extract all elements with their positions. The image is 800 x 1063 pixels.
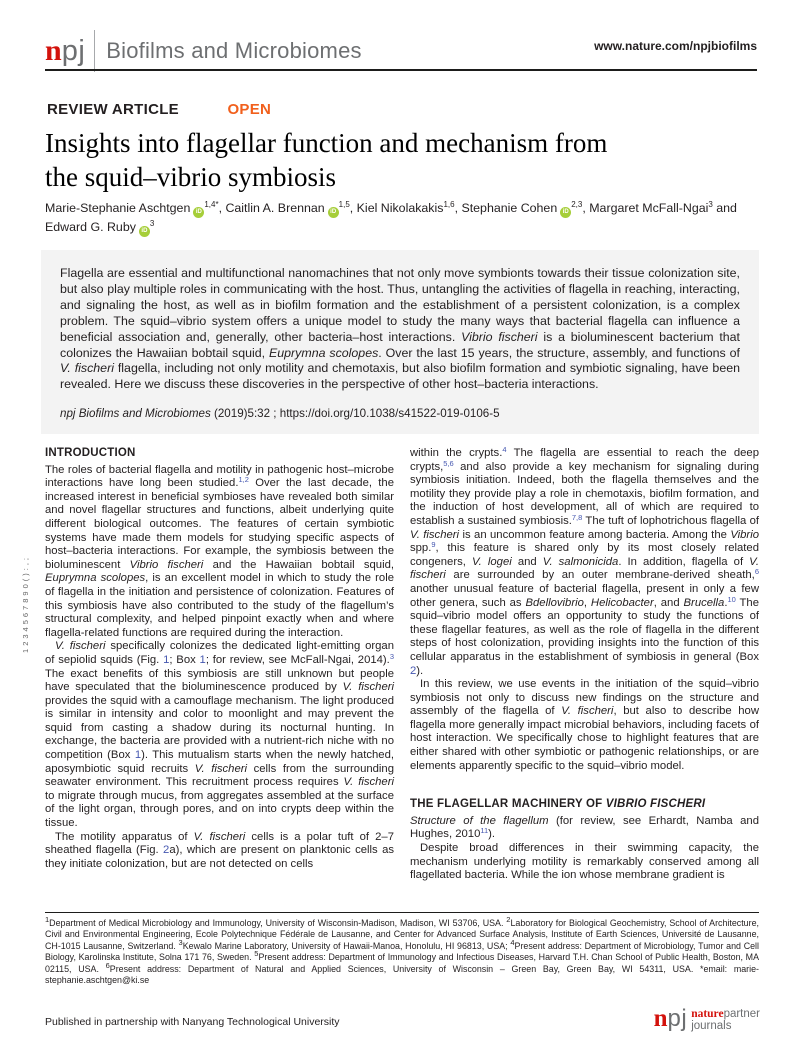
page-title <box>45 126 755 194</box>
journal-header <box>45 30 757 72</box>
body-paragraph: within the crypts.$^4$ The flagella are essential to reach the deep crypts,$^{5,6}$ and also provide a key mechanism for signaling during symbiosis initiation. Indeed, both the flagella themselves and the motility they provide play a role in chemotaxis, biofilm formation, and the induction of host development, all of which are required to establish a sustained symbiosis.$^{7,8}$ The tuft of lophotrichous flagella of V. fischeri is an uncommon feature among bacteria. Among the Vibrio spp.$^9$, this feature is shared only by its most closely related congeners, V. logei and V. salmonicida. In addition, flagella of V. fischeri are surrounded by an outer membrane-derived sheath,$^6$ another unusual feature of bacterial flagella, present in only a few other genera, such as Bdellovibrio, Helicobacter, and Brucella.$^{10}$ The squid–vibrio model offers an opportunity to study the functions of these flagellar features, as well as the role of flagella in the different steps of host colonization, providing insights into the function of this cellular apparatus in the establishment of symbiosis in general (Box 2). <box>410 445 759 677</box>
npj-logo-n: n <box>45 34 62 67</box>
author-name: Edward G. Ruby <box>45 220 136 234</box>
abstract-text: Flagella are essential and multifunctional nanomachines that not only move symbionts towards their tissue colonization site, but also play multiple roles in communicating with the host. Thus, untangling the activities of flagella in reaching, interacting, and signaling the host, as well as in biofilm formation and the establishment of a persistent colonization, is a complex problem. The squid–vibrio system offers a unique model to study the many ways that bacterial flagella can influence a beneficial association and, generally, other bacteria–host interactions. Vibrio fischeri is a bioluminescent bacterium that colonizes the Hawaiian bobtail squid, Euprymna scolopes. Over the last 15 years, the structure, assembly, and functions of V. fischeri flagella, including not only motility and chemotaxis, but also biofilm formation and symbiotic signaling, have been revealed. Here we discuss these discoveries in the perspective of other host–bacteria interactions. <box>60 266 740 392</box>
citation-line <box>60 407 740 420</box>
author-name: Stephanie Cohen <box>461 201 558 215</box>
body-paragraph: V. fischeri specifically colonizes the dedicated light-emitting organ of sepiolid squids (Fig. 1; Box 1; for review, see McFall-Ngai, 2014).$^3$ The exact benefits of this symbiosis are still unknown but people have speculated that the bioluminescence produced by V. fischeri provides the squid with a camouflage mechanism. The light produced is similar in intensity and color to moonlight and may prevent the squid from casting a shadow during its nocturnal hunting. In exchange, the bacteria are provided with a nutrient-rich niche with no competition (Box 1). This mutualism starts when the newly hatched, aposymbiotic squid recruits V. fischeri cells from the surrounding seawater environment. This recruitment process requires V. fischeri to migrate through mucus, from aggregates assembled at the surface of the light organ, through pores, and on into crypts deep within the tissue. <box>45 640 394 830</box>
article-type-label: REVIEW ARTICLE <box>47 101 179 118</box>
author-name: Kiel Nikolakakis <box>356 201 444 215</box>
logo-divider <box>94 30 95 72</box>
affiliations-footnote: $^1$Department of Medical Microbiology and Immunology, University of Wisconsin-Madison, Madison, WI 53706, USA. $^2$Laboratory for Biological Geochemistry, School of Architecture, Civil and Environmental Engineering, Ecole Polytechnique Fédérale de Lausanne, and Center for Advanced Surface Analysis, Institute of Earth Sciences, Université de Lausanne, CH-1015 Lausanne, Switzerland. $^3$Kewalo Marine Laboratory, University of Hawaii-Manoa, Honolulu, HI 96813, USA; $^4$Present address: Department of Microbiology, Tumor and Cell Biology, Karolinska Institute, Solna 171 76, Sweden. $^5$Present address: Department of Immunology and Infectious Diseases, Harvard T.H. Chan School of Public Health, Boston, MA 02115, USA. $^6$Present address: Department of Natural and Applied Sciences, University of Wisconsin – Green Bay, Green Bay, WI 54311, USA. *email: marie-stephanie.aschtgen@ki.se <box>45 915 759 986</box>
journal-name: Biofilms and Microbiomes <box>106 38 362 63</box>
machinery-paragraphs <box>410 815 759 883</box>
journals-wordmark: journals <box>691 1019 732 1032</box>
author-affiliation-superscript: 3 <box>149 219 155 228</box>
body-columns <box>45 447 759 883</box>
header-rule <box>45 69 757 71</box>
article-kicker <box>47 101 271 118</box>
author-affiliation-superscript: 1,4* <box>204 200 219 209</box>
citation-doi-link[interactable]: (2019)5:32 ; https://doi.org/10.1038/s41522-019-0106-5 <box>210 407 500 421</box>
npj-logo-pj: pj <box>61 35 86 67</box>
footnote-rule <box>45 912 759 913</box>
body-paragraph: Structure of the flagellum (for review, see Erhardt, Namba and Hughes, 2010$^{11}$). <box>410 814 759 841</box>
body-paragraph: Despite broad differences in their swimming capacity, the mechanism underlying motility is remarkably conserved among all flagellated bacteria. While the ion whose membrane gradient is <box>410 842 759 882</box>
author-affiliation-superscript: 1,6 <box>443 200 455 209</box>
author-affiliation-superscript: 2,3 <box>571 200 583 209</box>
section-heading-introduction: INTRODUCTION <box>45 447 136 459</box>
right-column <box>410 447 759 883</box>
author-name: Marie-Stephanie Aschtgen <box>45 201 191 215</box>
abstract-box <box>41 250 759 434</box>
body-paragraph: In this review, we use events in the initiation of the squid–vibrio symbiosis not only to discuss new findings on the structure and assembly of the flagella of V. fischeri, but also to describe how flagella more generally impact microbial behaviors, including facets of host interaction. We specifically chose to highlight features that are either shared with other symbiotic or pathogenic relationships, or are elements apparently specific to the squid–vibrio model. <box>410 678 759 772</box>
partner-wordmark: partner <box>723 1008 760 1020</box>
author-affiliation-superscript: 3 <box>708 200 713 209</box>
npj-logo <box>45 30 362 72</box>
left-column <box>45 447 394 883</box>
orcid-icon[interactable]: iD <box>139 226 150 237</box>
footer-logo-n: n <box>653 1005 668 1032</box>
section-heading-machinery: THE FLAGELLAR MACHINERY OF VIBRIO FISCHERI <box>410 798 706 811</box>
nature-wordmark: nature <box>691 1008 724 1020</box>
title-line-2: the squid–vibrio symbiosis <box>45 162 337 192</box>
intro-right-paragraphs <box>410 447 759 773</box>
author-name: Margaret McFall-Ngai <box>589 201 709 215</box>
footer-logo-text <box>691 1009 760 1032</box>
open-access-label: OPEN <box>227 101 272 118</box>
orcid-icon[interactable]: iD <box>328 207 339 218</box>
body-paragraph: The roles of bacterial flagella and motility in pathogenic host–microbe interactions have long been studied.$^{1,2}$ Over the last decade, the increased interest in beneficial symbioses have revealed both similar and novel flagellar structures and functions, albeit underlying quite different biological outcomes. The features of certain symbiotic systems have made them models for studying specific aspects of host–bacteria interactions. For example, the symbiosis between the bioluminescent Vibrio fischeri and the Hawaiian bobtail squid, Euprymna scolopes, is an excellent model in which to study the role of flagella in the initiation and persistence of colonization. Features of this symbiosis have also contributed to the study of the flagellum’s structural complexity, and helped pinpoint exactly when and where flagella-related functions are required during the interaction. <box>45 463 395 639</box>
author-name: Caitlin A. Brennan <box>225 201 325 215</box>
author-affiliation-superscript: 1,5 <box>338 200 350 209</box>
orcid-icon[interactable]: iD <box>560 207 571 218</box>
body-paragraph: The motility apparatus of V. fischeri cells is a polar tuft of 2–7 sheathed flagella (Fig. 2a), which are present on planktonic cells as they initiate colonization, but are not detected on cells <box>45 830 394 870</box>
partnership-note: Published in partnership with Nanyang Technological University <box>45 1016 340 1028</box>
margin-correction-marks: 1234567890():,; <box>21 555 30 653</box>
npj-footer-logo <box>654 1006 760 1032</box>
orcid-icon[interactable]: iD <box>193 207 204 218</box>
citation-journal: npj Biofilms and Microbiomes <box>60 407 211 421</box>
intro-left-paragraphs <box>45 464 394 872</box>
journal-url-link[interactable]: www.nature.com/npjbiofilms <box>594 39 757 53</box>
author-list: Marie-Stephanie Aschtgen $iD^{1,4*}$, Caitlin A. Brennan iD$^{1,5}$, Kiel Nikolakakis$^{1,6}$, Stephanie Cohen iD$^{2,3}$, Margaret McFall-Ngai$^3$ and Edward G. Ruby $iD^3$ <box>45 199 760 237</box>
footer-logo-pj: pj <box>667 1005 688 1032</box>
title-line-1: Insights into flagellar function and mechanism from <box>45 128 608 158</box>
